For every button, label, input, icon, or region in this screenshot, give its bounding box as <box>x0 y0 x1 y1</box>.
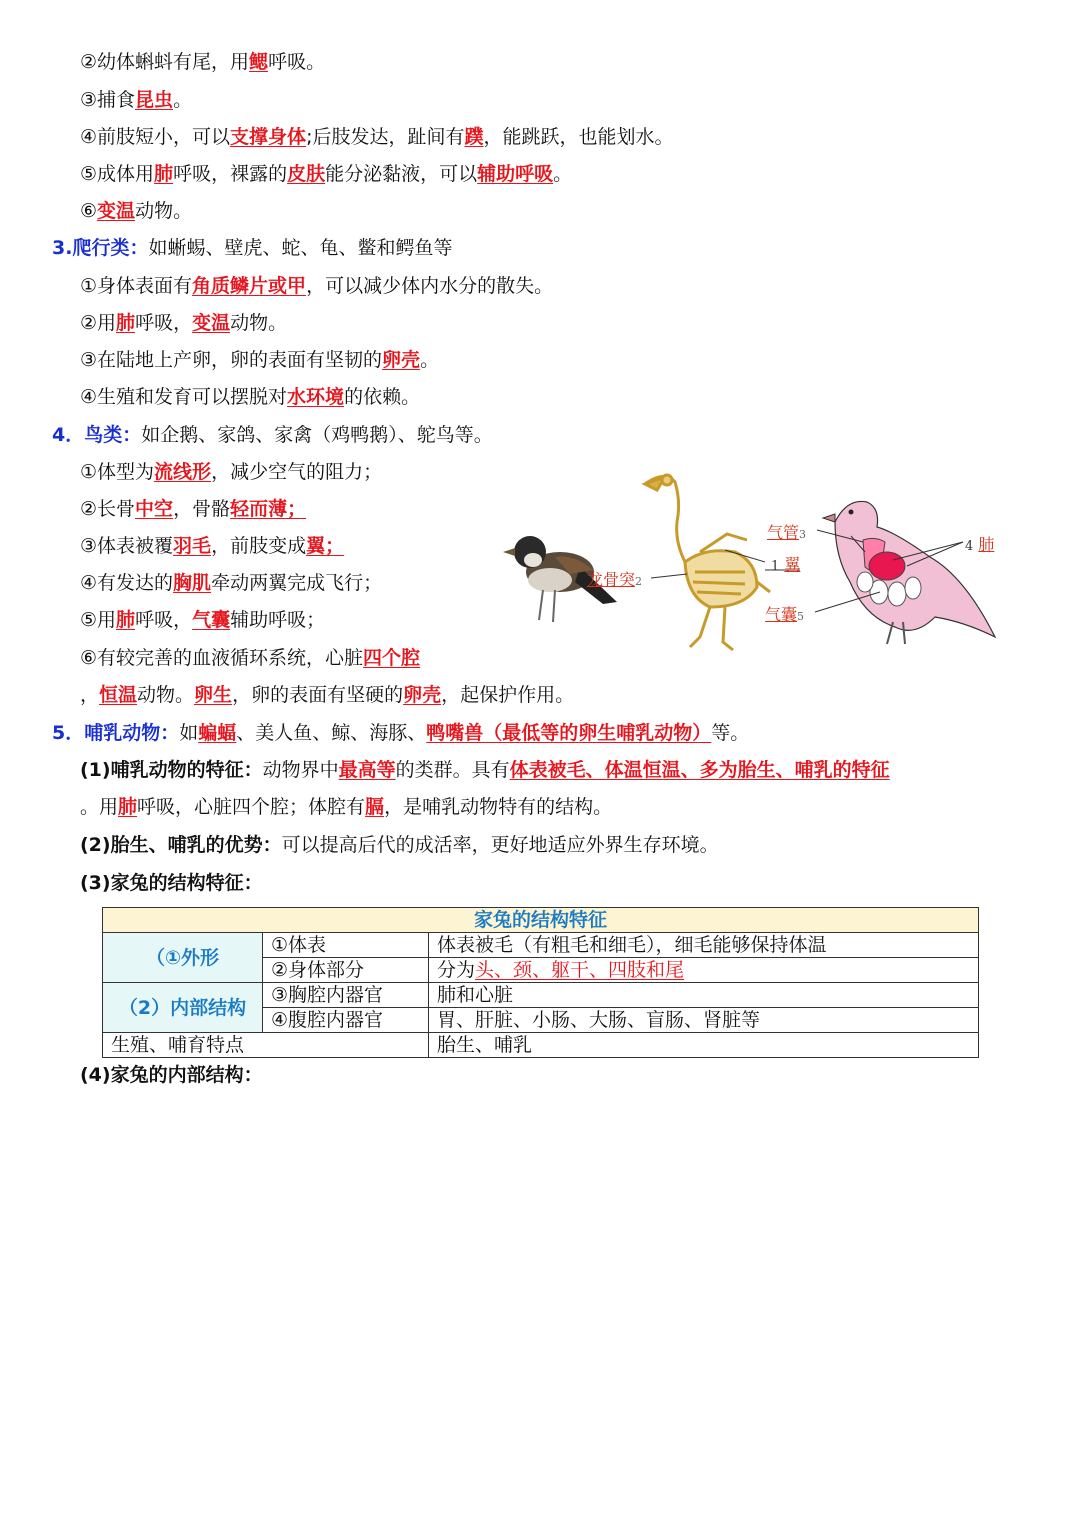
mammal-point-3 <box>80 870 263 896</box>
keyword: 肺 <box>154 163 174 185</box>
subheading: (1)哺乳动物的特征： <box>80 759 263 781</box>
text: ②用 <box>80 312 117 334</box>
table-cell: ①体表 <box>263 933 429 958</box>
bird-illustrations <box>495 462 1035 662</box>
label-number: 5 <box>797 610 805 623</box>
text: 呼吸，心脏四个腔；体腔有 <box>137 796 366 818</box>
mammal-point-1 <box>80 757 890 783</box>
bird-anatomy-figure <box>495 462 1035 662</box>
keyword: 支撑身体 <box>230 126 307 148</box>
text: 、美人鱼、鲸、海豚、 <box>236 722 427 744</box>
subheading: (4)家兔的内部结构： <box>80 1064 263 1086</box>
text: ⑤用 <box>80 609 117 631</box>
text: ，前肢变成 <box>211 535 307 557</box>
text: ④生殖和发育可以摆脱对 <box>80 386 288 408</box>
keyword: 羽毛 <box>173 535 212 557</box>
text: 动物界中 <box>262 759 339 781</box>
keel-pointer <box>651 574 687 578</box>
label-text: 气囊 <box>765 605 798 624</box>
text: ⑥有较完善的血液循环系统，心脏 <box>80 647 364 669</box>
reptile-point-2 <box>80 310 287 336</box>
keyword: 蝙蝠 <box>198 722 237 744</box>
bird-point-1 <box>80 459 382 485</box>
section-title: 3.爬行类： <box>52 237 149 259</box>
text: 牵动两翼完成飞行； <box>211 572 383 594</box>
wing-label <box>771 552 800 575</box>
text: ①身体表面有 <box>80 275 193 297</box>
keyword: 气囊 <box>192 609 231 631</box>
bird-point-5 <box>80 607 325 633</box>
subheading: (2)胎生、哺乳的优势： <box>80 834 282 856</box>
keyword: 肺 <box>116 312 136 334</box>
text: 动物。 <box>230 312 288 334</box>
keyword: 体表被毛、体温恒温、多为胎生、哺乳的特征 <box>509 759 890 781</box>
table-cell: 生殖、哺育特点 <box>103 1033 429 1058</box>
keel-label <box>587 567 642 590</box>
text: ，可以减少体内水分的散失。 <box>306 275 554 297</box>
text: 。用 <box>80 796 119 818</box>
text: ;后肢发达，趾间有 <box>306 126 465 148</box>
bird-point-2 <box>80 496 306 522</box>
table-row <box>103 983 979 1008</box>
table-title: 家兔的结构特征 <box>103 908 979 933</box>
text: 能分泌黏液，可以 <box>325 163 478 185</box>
text: ③捕食 <box>80 89 136 111</box>
text: 的类群。具有 <box>395 759 510 781</box>
keyword: 轻而薄； <box>230 498 307 520</box>
label-text: 龙骨突 <box>587 570 636 589</box>
text: 呼吸， <box>135 609 193 631</box>
label-number: 1 <box>771 559 780 574</box>
label-number: 4 <box>965 539 974 554</box>
bird-point-3 <box>80 533 344 559</box>
table-cell: 胎生、哺乳 <box>429 1033 979 1058</box>
reptile-heading <box>52 235 452 261</box>
keyword: 昆虫 <box>135 89 174 111</box>
lung-label <box>965 532 994 555</box>
keyword: 流线形 <box>154 461 212 483</box>
section-title: 4．鸟类： <box>52 424 142 446</box>
keyword: 变温 <box>192 312 231 334</box>
text: ，卵的表面有坚硬的 <box>232 684 404 706</box>
pigeon-image <box>823 501 995 644</box>
keyword: 中空 <box>135 498 174 520</box>
table-row <box>103 1033 979 1058</box>
table-cell: 体表被毛（有粗毛和细毛），细毛能够保持体温 <box>429 933 979 958</box>
keyword: 胸肌 <box>173 572 212 594</box>
text: 呼吸。 <box>268 51 326 73</box>
bird-point-6 <box>80 645 420 671</box>
keyword: 卵生 <box>194 684 233 706</box>
amphibian-point-6 <box>80 198 192 224</box>
keyword: 翼； <box>306 535 345 557</box>
amphibian-point-4 <box>80 124 674 150</box>
mammal-point-2 <box>80 832 719 858</box>
bird-heading <box>52 422 493 448</box>
text: ④有发达的 <box>80 572 174 594</box>
keyword: 卵壳 <box>403 684 442 706</box>
text: 。 <box>173 89 193 111</box>
keyword: 膈 <box>365 796 385 818</box>
table-cell <box>429 958 979 983</box>
keyword: 皮肤 <box>287 163 326 185</box>
trachea-label <box>767 520 806 543</box>
label-text: 翼 <box>784 555 801 574</box>
section-title: 5．哺乳动物： <box>52 722 180 744</box>
keyword: 水环境 <box>287 386 345 408</box>
category-internal: （2）内部结构 <box>103 983 263 1033</box>
keyword: 变温 <box>97 200 136 222</box>
text: ③在陆地上产卵，卵的表面有坚韧的 <box>80 349 383 371</box>
text: ，起保护作用。 <box>441 684 575 706</box>
text: ②幼体蝌蚪有尾，用 <box>80 51 250 73</box>
keyword: 四个腔 <box>363 647 421 669</box>
reptile-point-1 <box>80 273 553 299</box>
reptile-point-3 <box>80 347 439 373</box>
airsac-label <box>765 602 804 625</box>
keyword: 头、颈、躯干、四肢和尾 <box>475 959 685 981</box>
text: ②长骨 <box>80 498 136 520</box>
label-number: 2 <box>635 575 643 588</box>
table-header-row <box>103 908 979 933</box>
text: 。 <box>553 163 573 185</box>
table-cell: ④腹腔内器官 <box>263 1008 429 1033</box>
bird-point-6-cont <box>80 682 574 708</box>
text: ，是哺乳动物特有的结构。 <box>384 796 613 818</box>
table-cell: ②身体部分 <box>263 958 429 983</box>
text: 如企鹅、家鸽、家禽（鸡鸭鹅）、鸵鸟等。 <box>141 424 493 446</box>
text: 分为 <box>437 959 476 981</box>
reptile-point-4 <box>80 384 420 410</box>
text: 呼吸， <box>135 312 193 334</box>
mammal-point-1-cont <box>80 794 612 820</box>
category-external: （①外形 <box>103 933 263 983</box>
text: 。 <box>420 349 440 371</box>
table-cell: 胃、肝脏、小肠、大肠、盲肠、肾脏等 <box>429 1008 979 1033</box>
text: ，骨骼 <box>173 498 231 520</box>
table-cell: 肺和心脏 <box>429 983 979 1008</box>
keyword: 鸭嘴兽（最低等的卵生哺乳动物） <box>426 722 712 744</box>
text: 动物。 <box>137 684 195 706</box>
label-text: 气管 <box>767 523 800 542</box>
amphibian-point-2 <box>80 49 325 75</box>
subheading: (3)家兔的结构特征： <box>80 872 263 894</box>
text: 的依赖。 <box>344 386 421 408</box>
label-text: 肺 <box>978 535 995 554</box>
text: 如 <box>179 722 199 744</box>
mammal-heading <box>52 720 749 746</box>
keyword: 蹼 <box>464 126 484 148</box>
text: 可以提高后代的成活率，更好地适应外界生存环境。 <box>281 834 719 856</box>
text: 动物。 <box>135 200 193 222</box>
text: 呼吸，裸露的 <box>173 163 288 185</box>
text: ③体表被覆 <box>80 535 174 557</box>
text: ， <box>80 684 100 706</box>
keyword: 卵壳 <box>382 349 421 371</box>
amphibian-point-5 <box>80 161 572 187</box>
text: ，减少空气的阻力； <box>211 461 383 483</box>
keyword: 恒温 <box>99 684 138 706</box>
text: 等。 <box>711 722 750 744</box>
rabbit-structure-table <box>102 907 979 1058</box>
text: ④前肢短小，可以 <box>80 126 231 148</box>
label-number: 3 <box>799 528 807 541</box>
amphibian-point-3 <box>80 87 192 113</box>
keyword: 肺 <box>116 609 136 631</box>
bird-point-4 <box>80 570 382 596</box>
text: ，能跳跃，也能划水。 <box>483 126 674 148</box>
table-cell: ③胸腔内器官 <box>263 983 429 1008</box>
text: ⑥ <box>80 200 98 222</box>
text: 辅助呼吸； <box>230 609 326 631</box>
text: ⑤成体用 <box>80 163 155 185</box>
mammal-point-4 <box>80 1062 263 1088</box>
keyword: 最高等 <box>338 759 396 781</box>
text: 如蜥蜴、壁虎、蛇、龟、鳖和鳄鱼等 <box>148 237 453 259</box>
table-row <box>103 933 979 958</box>
keyword: 肺 <box>118 796 138 818</box>
keyword: 鳃 <box>249 51 269 73</box>
bird-skeleton-image <box>645 475 770 650</box>
keyword: 角质鳞片或甲 <box>192 275 307 297</box>
keyword: 辅助呼吸 <box>477 163 554 185</box>
text: ①体型为 <box>80 461 155 483</box>
